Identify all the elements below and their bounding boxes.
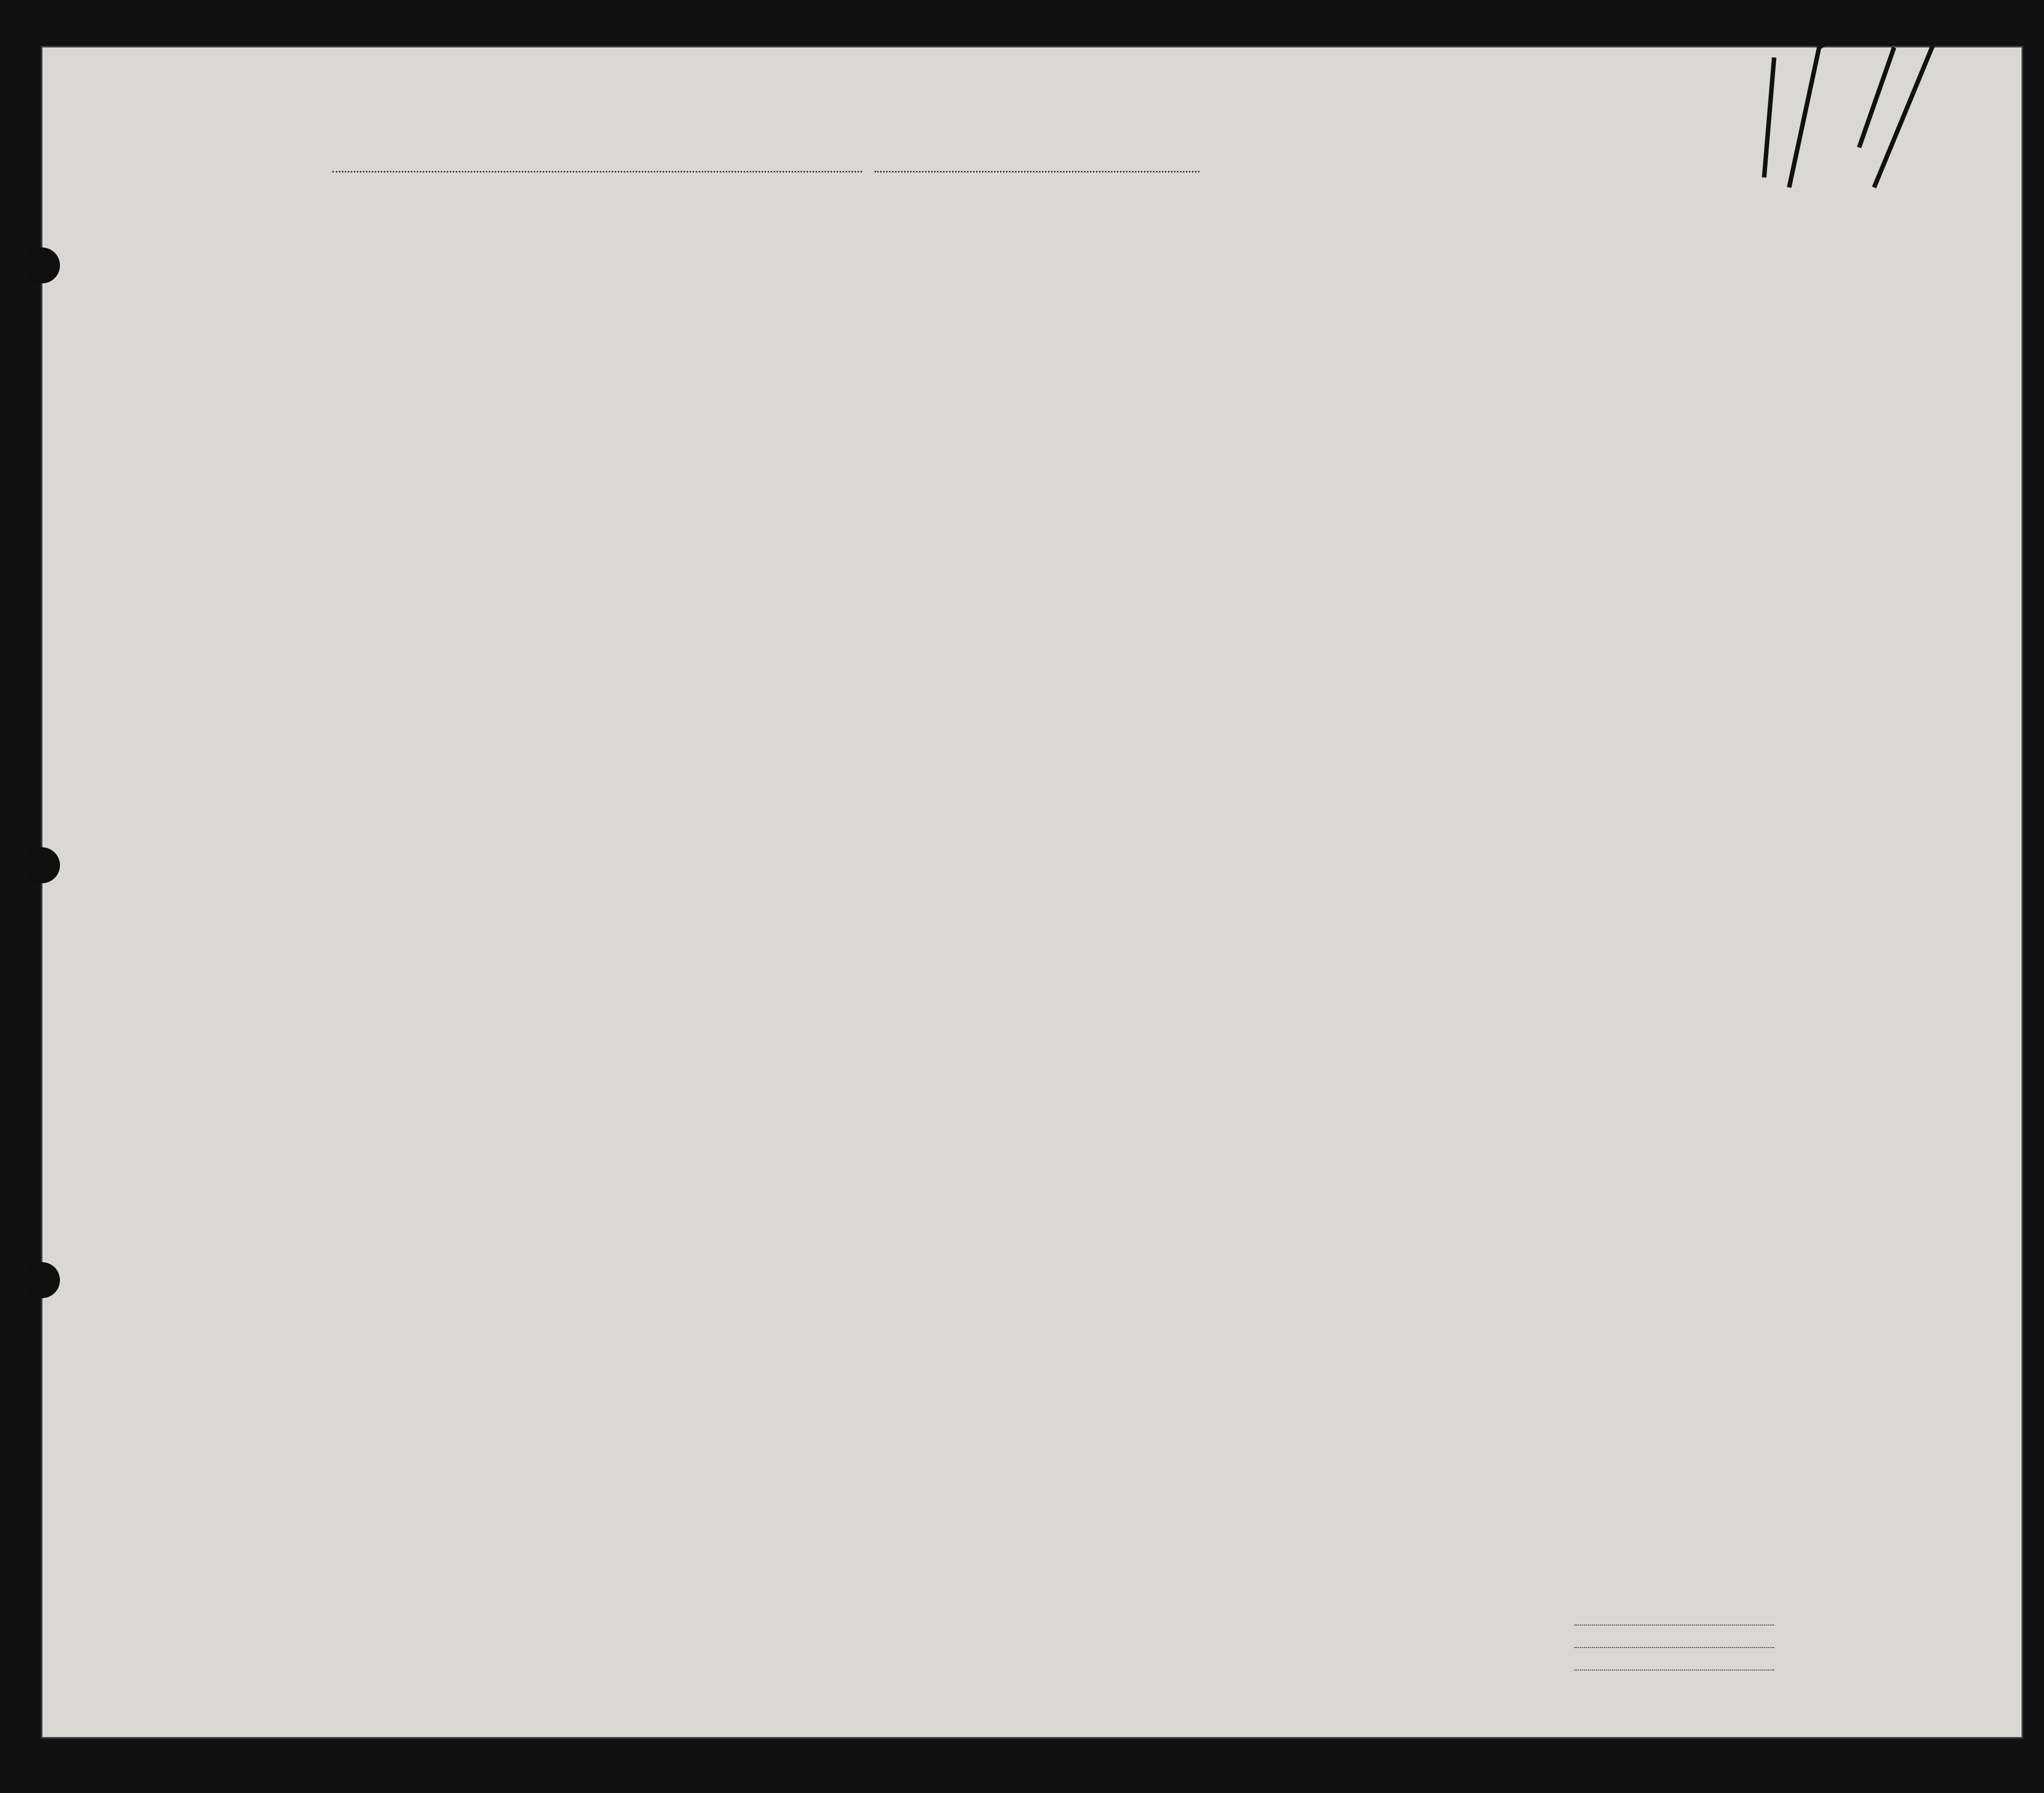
agents-underline — [1574, 1670, 1774, 1671]
owners-underline — [1574, 1647, 1774, 1648]
line-underline — [1574, 1625, 1774, 1626]
